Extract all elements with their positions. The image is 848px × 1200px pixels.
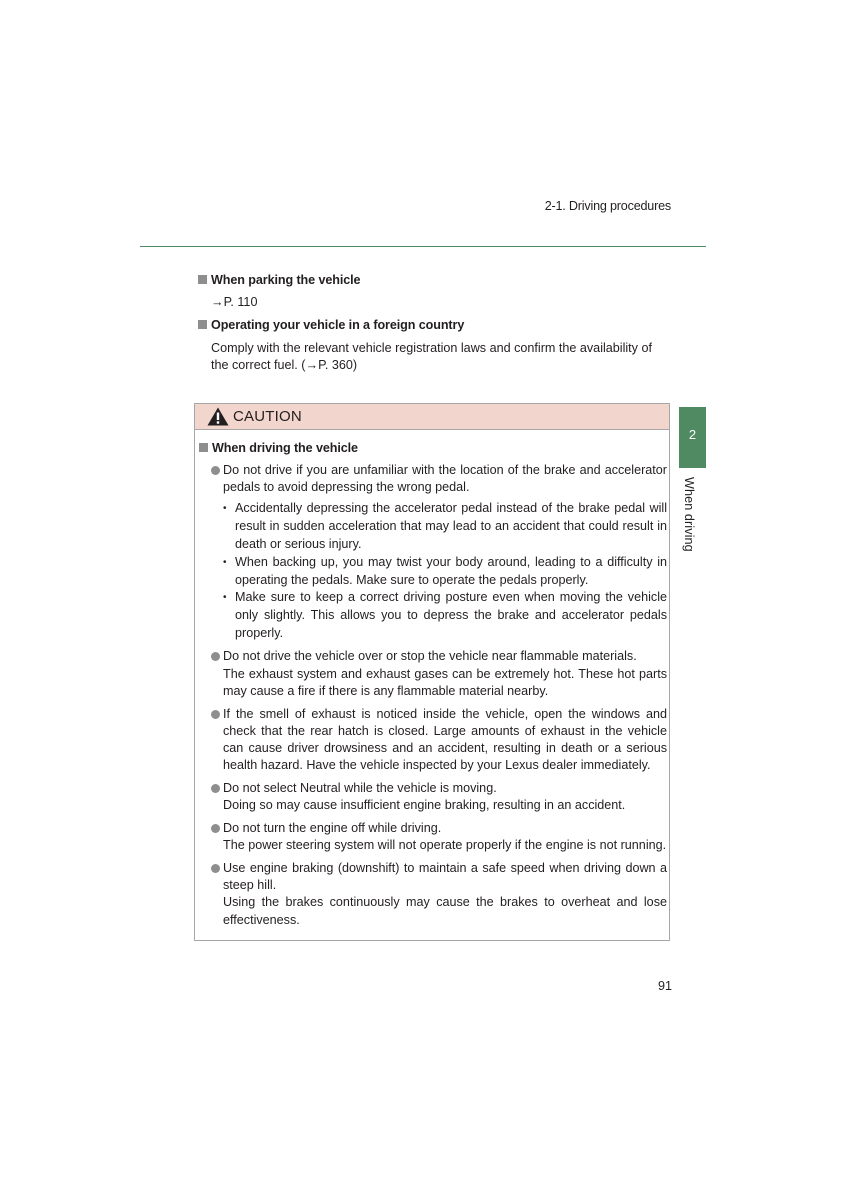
page-number: 91	[658, 979, 673, 993]
list-item	[211, 706, 667, 775]
list-item-detail: The power steering system will not operate properly if the engine is not running.	[223, 838, 667, 853]
sub-list-item: • Accidentally depressing the accelerator pedal instead of the brake pedal will result in sudden acceleration that may lead to an accident that could result in death or serious injury.	[223, 500, 667, 553]
header-divider	[140, 246, 706, 247]
round-bullet-icon	[211, 784, 220, 793]
list-item-text: Do not select Neutral while the vehicle is moving.	[223, 780, 497, 795]
round-bullet-icon	[211, 652, 220, 661]
list-item	[211, 860, 667, 929]
round-bullet-icon	[211, 710, 220, 719]
warning-triangle-icon	[207, 407, 229, 426]
paragraph-foreign-country: Comply with the relevant vehicle registration laws and confirm the availability of the correct fuel. (→P. 360)	[211, 341, 652, 373]
list-item-text: If the smell of exhaust is noticed inside the vehicle, open the windows and check that the rear hatch is closed. Large amounts of exhaust in the vehicle can cause driver drowsiness and an accident, resulting in death or a serious health hazard. Have the vehicle inspected by your Lexus dealer immediately.	[223, 706, 667, 773]
list-item-detail: The exhaust system and exhaust gases can be extremely hot. These hot parts may cause a fire if there is any flammable material nearby.	[223, 666, 667, 698]
chapter-tab	[679, 407, 706, 468]
subheading-parking	[198, 273, 360, 287]
caution-header	[195, 404, 669, 430]
caution-box	[194, 403, 670, 941]
list-item	[211, 462, 667, 643]
list-item-detail: Using the brakes continuously may cause the brakes to overheat and lose effectiveness.	[223, 895, 667, 927]
list-item	[211, 648, 667, 700]
sub-list-item: • When backing up, you may twist your body around, leading to a difficulty in operating the pedals. Make sure to operate the pedals properly.	[223, 554, 667, 590]
list-item	[211, 820, 667, 854]
subheading-foreign-country	[198, 318, 464, 332]
subheading-text: Operating your vehicle in a foreign country	[211, 318, 465, 332]
list-item	[211, 780, 667, 814]
round-bullet-icon	[211, 466, 220, 475]
list-item-text: Do not drive the vehicle over or stop the vehicle near flammable materials.	[223, 649, 637, 664]
subheading-text: When parking the vehicle	[211, 273, 361, 287]
round-bullet-icon	[211, 864, 220, 873]
list-item-detail: Doing so may cause insufficient engine braking, resulting in an accident.	[223, 798, 626, 813]
section-header: 2-1. Driving procedures	[544, 199, 671, 213]
square-bullet-icon	[198, 275, 207, 284]
square-bullet-icon	[198, 320, 207, 329]
caution-subheading	[199, 441, 358, 455]
caution-title: CAUTION	[233, 408, 302, 425]
square-bullet-icon	[199, 443, 208, 452]
subheading-text: When driving the vehicle	[212, 441, 358, 455]
chapter-number: 2	[688, 427, 697, 442]
sub-list	[223, 500, 667, 642]
sub-list-item: • Make sure to keep a correct driving posture even when moving the vehicle only slightly. This allows you to depress the brake and accelerator pedals properly.	[223, 589, 667, 642]
round-bullet-icon	[211, 824, 220, 833]
caution-list	[211, 462, 667, 934]
page-reference: →P. 110	[211, 295, 258, 309]
list-item-text: Use engine braking (downshift) to maintain a safe speed when driving down a steep hill.	[223, 860, 667, 893]
list-item-text: Do not drive if you are unfamiliar with the location of the brake and accelerator pedals to avoid depressing the wrong pedal.	[223, 463, 667, 495]
chapter-label: When driving	[682, 477, 696, 552]
list-item-text: Do not turn the engine off while driving.	[223, 820, 442, 835]
